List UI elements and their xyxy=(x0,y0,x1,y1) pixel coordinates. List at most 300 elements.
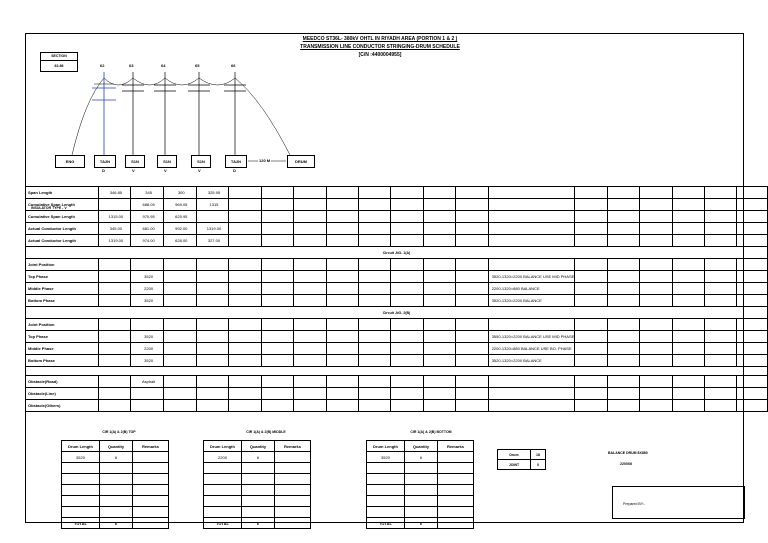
summary-cell xyxy=(133,496,169,507)
summary-empty-row xyxy=(62,485,169,496)
summary-cell xyxy=(100,474,133,485)
schedule-cell: 628.00 xyxy=(163,235,196,247)
circuit-b-row xyxy=(26,319,768,331)
section-label: SECTION xyxy=(41,53,77,61)
tower-number-65: 65 xyxy=(195,63,200,68)
drum-label: Drum xyxy=(498,450,531,460)
schedule-cell xyxy=(326,355,358,367)
span-length-label: 120 M xyxy=(259,158,271,163)
summary-middle-title: CIR 1(A) & 2(B) MIDDLE xyxy=(246,430,286,434)
schedule-cell xyxy=(672,259,704,271)
schedule-cell xyxy=(326,343,358,355)
schedule-cell xyxy=(98,283,131,295)
summary-header-cell: Remarks xyxy=(275,441,311,452)
schedule-cell xyxy=(704,187,736,199)
summary-cell xyxy=(405,485,438,496)
schedule-cell xyxy=(391,343,423,355)
summary-cell xyxy=(242,496,275,507)
schedule-cell xyxy=(575,376,607,388)
schedule-cell: 970.95 xyxy=(131,211,164,223)
summary-empty-row xyxy=(62,507,169,518)
schedule-cell xyxy=(423,376,455,388)
schedule-cell xyxy=(294,235,326,247)
schedule-cell xyxy=(672,343,704,355)
schedule-cell xyxy=(456,355,488,367)
schedule-cell xyxy=(229,319,261,331)
insulator-64: V xyxy=(164,168,167,173)
tower-type-63: S1N xyxy=(125,155,145,168)
summary-cell xyxy=(133,507,169,518)
schedule-cell xyxy=(672,331,704,343)
summary-cell xyxy=(405,474,438,485)
schedule-cell xyxy=(737,283,768,295)
schedule-cell xyxy=(640,211,672,223)
schedule-cell xyxy=(640,259,672,271)
schedule-cell xyxy=(704,259,736,271)
schedule-cell xyxy=(672,283,704,295)
schedule-cell xyxy=(737,376,768,388)
summary-cell xyxy=(275,452,311,463)
schedule-cell xyxy=(196,355,229,367)
schedule-cell xyxy=(294,388,326,400)
joint-label: JOINT xyxy=(498,460,531,470)
schedule-cell xyxy=(423,355,455,367)
summary-cell xyxy=(62,474,100,485)
schedule-cell xyxy=(196,283,229,295)
schedule-cell: 3520-1320=2200 BALANCE xyxy=(488,295,575,307)
schedule-cell xyxy=(391,331,423,343)
schedule-cell xyxy=(640,331,672,343)
schedule-cell xyxy=(640,319,672,331)
schedule-cell xyxy=(229,187,261,199)
schedule-cell xyxy=(704,400,736,412)
summary-total-row xyxy=(62,518,169,529)
schedule-cell xyxy=(488,376,575,388)
summary-cell xyxy=(367,485,405,496)
schedule-cell xyxy=(98,400,131,412)
row-label: Middle Phase xyxy=(26,343,99,355)
schedule-cell xyxy=(391,223,423,235)
schedule-cell xyxy=(391,400,423,412)
spacer-row xyxy=(26,367,768,376)
schedule-cell xyxy=(294,331,326,343)
schedule-cell xyxy=(391,211,423,223)
schedule-cell xyxy=(575,400,607,412)
schedule-cell xyxy=(261,211,293,223)
schedule-cell: 346.85 xyxy=(98,187,131,199)
summary-empty-row xyxy=(367,496,474,507)
schedule-cell: 2200-1320=880 BALANCE USE BO. PHASE xyxy=(488,343,575,355)
schedule-cell xyxy=(294,199,326,211)
schedule-cell xyxy=(737,199,768,211)
summary-cell: 3520 xyxy=(62,452,100,463)
span-row xyxy=(26,187,768,199)
summary-header-cell: Quantity xyxy=(100,441,133,452)
tower-63 xyxy=(122,72,144,155)
summary-header-cell: Remarks xyxy=(438,441,474,452)
schedule-cell xyxy=(488,199,575,211)
schedule-cell xyxy=(607,376,639,388)
schedule-cell xyxy=(98,388,131,400)
schedule-cell xyxy=(229,223,261,235)
schedule-cell xyxy=(640,388,672,400)
schedule-cell xyxy=(98,259,131,271)
schedule-cell xyxy=(196,295,229,307)
schedule-cell xyxy=(196,259,229,271)
schedule-cell xyxy=(640,235,672,247)
schedule-cell xyxy=(737,271,768,283)
schedule-cell xyxy=(704,283,736,295)
summary-empty-row xyxy=(367,463,474,474)
summary-cell xyxy=(242,463,275,474)
summary-header-row xyxy=(204,441,311,452)
schedule-cell xyxy=(672,388,704,400)
schedule-cell xyxy=(672,187,704,199)
schedule-cell xyxy=(456,259,488,271)
schedule-cell xyxy=(640,295,672,307)
schedule-cell xyxy=(326,187,358,199)
schedule-cell: 3520 xyxy=(131,331,164,343)
schedule-cell xyxy=(704,295,736,307)
summary-header-cell: Drum Length xyxy=(62,441,100,452)
summary-cell xyxy=(367,463,405,474)
schedule-cell xyxy=(737,223,768,235)
schedule-cell xyxy=(488,211,575,223)
summary-total-row xyxy=(204,518,311,529)
tower-62 xyxy=(92,72,116,155)
schedule-cell xyxy=(607,235,639,247)
tower-64 xyxy=(154,72,176,155)
joint-value: 0 xyxy=(531,460,546,470)
summary-empty-row xyxy=(62,496,169,507)
schedule-cell xyxy=(294,259,326,271)
span-row xyxy=(26,223,768,235)
schedule-cell xyxy=(294,271,326,283)
schedule-cell xyxy=(294,355,326,367)
schedule-cell xyxy=(456,319,488,331)
schedule-cell xyxy=(359,187,391,199)
tower-number-66: 66 xyxy=(231,63,236,68)
summary-cell xyxy=(275,463,311,474)
schedule-cell xyxy=(294,376,326,388)
schedule-cell xyxy=(163,295,196,307)
schedule-cell xyxy=(98,271,131,283)
summary-cell xyxy=(242,474,275,485)
circuit-a-header xyxy=(26,247,768,259)
schedule-cell: 3520 xyxy=(131,295,164,307)
tower-66 xyxy=(224,72,246,155)
schedule-cell xyxy=(607,259,639,271)
schedule-cell xyxy=(261,355,293,367)
schedule-cell xyxy=(261,283,293,295)
schedule-cell xyxy=(196,319,229,331)
schedule-cell xyxy=(737,343,768,355)
summary-cell xyxy=(100,485,133,496)
schedule-cell xyxy=(607,343,639,355)
schedule-cell xyxy=(423,388,455,400)
summary-cell xyxy=(438,496,474,507)
schedule-cell xyxy=(359,271,391,283)
schedule-cell xyxy=(607,355,639,367)
schedule-cell xyxy=(737,355,768,367)
schedule-cell xyxy=(737,235,768,247)
circuit-label: Circuit -NO- 2(B) xyxy=(26,307,768,319)
schedule-cell xyxy=(575,211,607,223)
insulator-62: D xyxy=(102,168,105,173)
summary-total-value: 6 xyxy=(242,518,275,529)
schedule-cell xyxy=(672,355,704,367)
schedule-cell xyxy=(261,199,293,211)
summary-cell xyxy=(62,496,100,507)
schedule-cell xyxy=(575,295,607,307)
schedule-cell xyxy=(261,343,293,355)
schedule-cell: 3550-1320=2200 BALANCE USE MID PHASE xyxy=(488,331,575,343)
schedule-cell xyxy=(131,400,164,412)
summary-middle-table xyxy=(203,440,311,529)
summary-cell: 6 xyxy=(100,452,133,463)
schedule-cell: 345.00 xyxy=(98,223,131,235)
summary-cell xyxy=(438,474,474,485)
schedule-cell xyxy=(423,283,455,295)
summary-header-cell: Quantity xyxy=(242,441,275,452)
schedule-cell xyxy=(196,343,229,355)
summary-cell xyxy=(275,496,311,507)
schedule-cell xyxy=(391,319,423,331)
summary-empty-row xyxy=(62,463,169,474)
schedule-cell: 681.00 xyxy=(131,223,164,235)
schedule-cell: Asphalt xyxy=(131,376,164,388)
summary-cell xyxy=(133,463,169,474)
conductor-to-drum xyxy=(235,78,290,155)
schedule-cell xyxy=(423,400,455,412)
schedule-cell xyxy=(640,223,672,235)
schedule-cell xyxy=(294,211,326,223)
summary-total-label: TOTAL xyxy=(204,518,242,529)
schedule-cell xyxy=(261,259,293,271)
summary-empty-row xyxy=(204,507,311,518)
tower-type-65: S1N xyxy=(191,155,211,168)
insulator-63: V xyxy=(132,168,135,173)
schedule-cell: 2200 xyxy=(131,283,164,295)
schedule-cell xyxy=(261,187,293,199)
schedule-cell xyxy=(423,271,455,283)
summary-empty-row xyxy=(204,474,311,485)
schedule-cell xyxy=(326,319,358,331)
circuit-a-row xyxy=(26,259,768,271)
summary-cell xyxy=(438,485,474,496)
schedule-cell xyxy=(163,271,196,283)
schedule-cell xyxy=(704,331,736,343)
prepared-by-box xyxy=(612,486,745,519)
schedule-cell xyxy=(326,211,358,223)
prepared-by-label: Prepared BY:- xyxy=(623,502,645,506)
span-row xyxy=(26,199,768,211)
summary-cell xyxy=(405,496,438,507)
schedule-cell xyxy=(672,376,704,388)
schedule-cell xyxy=(229,211,261,223)
schedule-cell xyxy=(640,271,672,283)
row-label: Obstacle(Others) xyxy=(26,400,99,412)
schedule-cell xyxy=(229,271,261,283)
schedule-cell xyxy=(672,295,704,307)
schedule-cell xyxy=(196,376,229,388)
summary-cell xyxy=(204,507,242,518)
schedule-cell xyxy=(737,211,768,223)
schedule-cell xyxy=(391,376,423,388)
schedule-cell: 325.95 xyxy=(196,187,229,199)
schedule-cell xyxy=(575,271,607,283)
summary-cell xyxy=(367,474,405,485)
schedule-cell xyxy=(672,400,704,412)
schedule-cell xyxy=(737,400,768,412)
schedule-cell xyxy=(456,235,488,247)
summary-cell xyxy=(133,474,169,485)
schedule-cell xyxy=(575,388,607,400)
summary-cell xyxy=(100,463,133,474)
section-value: 62-66 xyxy=(54,64,64,68)
schedule-cell: 974.00 xyxy=(131,235,164,247)
summary-header-cell: Quantity xyxy=(405,441,438,452)
summary-cell xyxy=(242,485,275,496)
schedule-cell xyxy=(672,235,704,247)
obstacle-row xyxy=(26,388,768,400)
conductor-to-engine xyxy=(72,78,104,155)
summary-total-row xyxy=(367,518,474,529)
schedule-cell xyxy=(131,388,164,400)
schedule-cell xyxy=(456,283,488,295)
schedule-cell xyxy=(575,355,607,367)
summary-total-label: TOTAL xyxy=(62,518,100,529)
schedule-cell xyxy=(359,235,391,247)
schedule-cell: 969.05 xyxy=(163,199,196,211)
schedule-cell xyxy=(607,199,639,211)
schedule-cell xyxy=(229,331,261,343)
schedule-cell xyxy=(326,271,358,283)
schedule-cell xyxy=(359,331,391,343)
schedule-cell xyxy=(488,235,575,247)
tower-type-62: TA2N xyxy=(94,155,116,168)
schedule-cell xyxy=(575,343,607,355)
schedule-cell xyxy=(640,187,672,199)
summary-cell xyxy=(204,485,242,496)
schedule-cell xyxy=(704,343,736,355)
row-label: Obstacle(Line) xyxy=(26,388,99,400)
schedule-cell xyxy=(737,295,768,307)
summary-empty-row xyxy=(204,485,311,496)
schedule-cell xyxy=(640,376,672,388)
schedule-cell xyxy=(423,259,455,271)
summary-cell xyxy=(275,485,311,496)
summary-cell xyxy=(367,507,405,518)
obstacle-row xyxy=(26,400,768,412)
balance-drum-value: 2200X6 xyxy=(620,462,633,466)
summary-cell xyxy=(438,452,474,463)
schedule-cell xyxy=(456,343,488,355)
stringing-schedule-table xyxy=(25,186,768,412)
schedule-cell xyxy=(294,187,326,199)
schedule-cell xyxy=(488,400,575,412)
schedule-cell xyxy=(229,355,261,367)
summary-header-cell: Remarks xyxy=(133,441,169,452)
schedule-cell xyxy=(294,223,326,235)
schedule-cell xyxy=(391,199,423,211)
summary-data-row xyxy=(62,452,169,463)
circuit-a-row xyxy=(26,283,768,295)
schedule-cell xyxy=(737,388,768,400)
schedule-cell xyxy=(672,211,704,223)
schedule-cell xyxy=(575,235,607,247)
schedule-cell: 2200 xyxy=(131,343,164,355)
schedule-cell xyxy=(456,376,488,388)
schedule-cell xyxy=(163,331,196,343)
tower-type-66: TA2N xyxy=(225,155,247,168)
circuit-b-row xyxy=(26,343,768,355)
row-label: Cumulative Span Length xyxy=(26,211,99,223)
summary-cell xyxy=(62,485,100,496)
row-label: Top Phase xyxy=(26,271,99,283)
summary-cell xyxy=(242,507,275,518)
row-label: Joint Position xyxy=(26,259,99,271)
schedule-cell xyxy=(98,319,131,331)
summary-cell xyxy=(100,507,133,518)
schedule-cell xyxy=(359,223,391,235)
schedule-cell xyxy=(98,295,131,307)
summary-empty-row xyxy=(367,485,474,496)
schedule-cell xyxy=(456,388,488,400)
summary-cell: 6 xyxy=(242,452,275,463)
summary-cell xyxy=(438,463,474,474)
row-label: Span Length xyxy=(26,187,99,199)
schedule-cell xyxy=(98,199,131,211)
title-line-2: TRANSMISSION LINE CONDUCTOR STRINGING-DRUM SCHEDULE xyxy=(300,44,460,50)
schedule-cell xyxy=(704,223,736,235)
schedule-cell xyxy=(488,223,575,235)
schedule-cell xyxy=(391,187,423,199)
schedule-cell xyxy=(229,388,261,400)
insulator-66: D xyxy=(233,168,236,173)
schedule-cell xyxy=(704,355,736,367)
schedule-cell xyxy=(456,331,488,343)
schedule-cell: 3520-1320=2200 BALANCE xyxy=(488,355,575,367)
schedule-cell xyxy=(391,271,423,283)
summary-cell xyxy=(438,507,474,518)
summary-cell xyxy=(405,463,438,474)
schedule-cell xyxy=(163,388,196,400)
summary-cell xyxy=(438,518,474,529)
schedule-cell xyxy=(672,223,704,235)
schedule-cell: 345 xyxy=(131,187,164,199)
schedule-cell xyxy=(359,388,391,400)
schedule-cell xyxy=(326,388,358,400)
row-label: Cumulative Span Length xyxy=(26,199,99,211)
schedule-cell xyxy=(575,199,607,211)
summary-header-cell: Drum Length xyxy=(204,441,242,452)
insulator-type: INSULATOR TYPE - V xyxy=(31,206,67,210)
schedule-cell xyxy=(575,223,607,235)
schedule-cell: 3520 xyxy=(131,271,164,283)
summary-cell xyxy=(204,496,242,507)
schedule-cell xyxy=(575,259,607,271)
title-line-1: MEEDCO ST36L- 380kV OHTL IN RIYADH AREA (PORTION 1 & 2 ) xyxy=(302,36,458,42)
schedule-cell xyxy=(672,199,704,211)
schedule-cell xyxy=(488,187,575,199)
circuit-a-row xyxy=(26,271,768,283)
circuit-a-row xyxy=(26,295,768,307)
schedule-cell: 688.05 xyxy=(131,199,164,211)
schedule-cell xyxy=(488,388,575,400)
schedule-cell: 3520 xyxy=(131,355,164,367)
summary-empty-row xyxy=(367,474,474,485)
